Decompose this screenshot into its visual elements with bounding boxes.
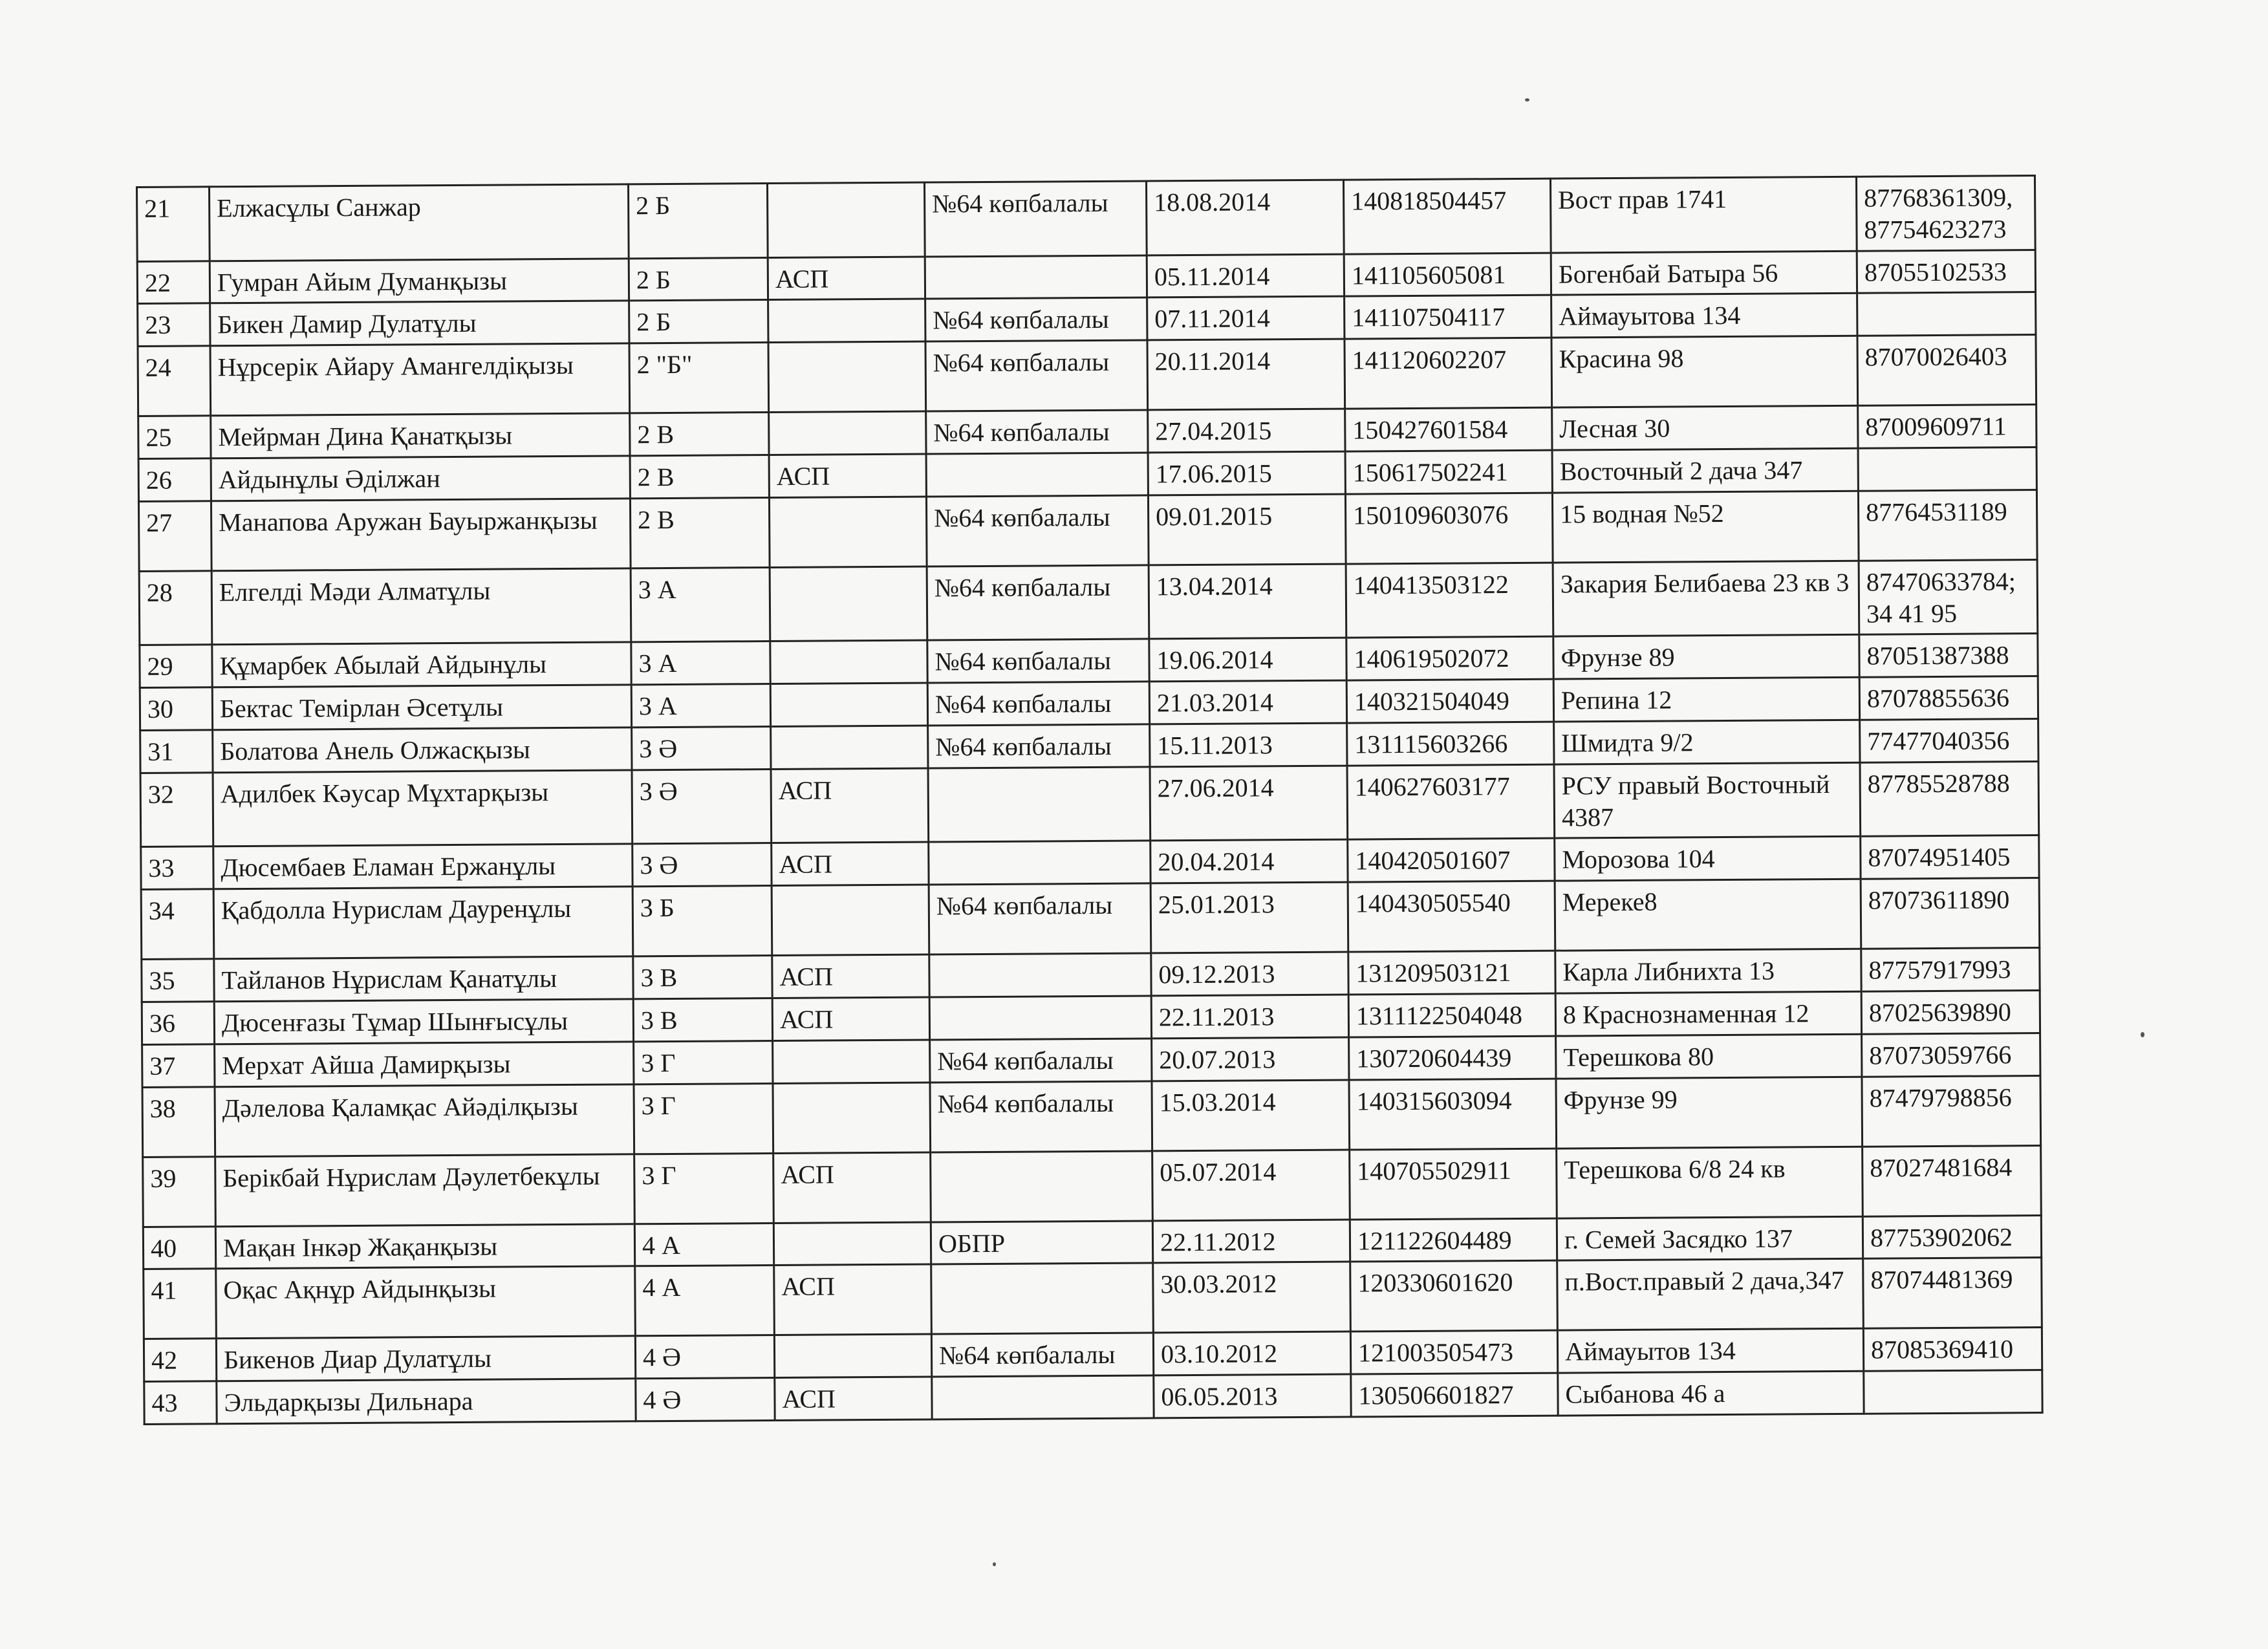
iin-cell: 150109603076 bbox=[1345, 493, 1553, 564]
student-name: Берікбай Нұрислам Дәулетбекұлы bbox=[215, 1154, 635, 1226]
student-name: Манапова Аружан Бауыржанқызы bbox=[211, 499, 631, 571]
class-cell: 2 В bbox=[630, 455, 769, 499]
address-cell: Красина 98 bbox=[1551, 336, 1858, 407]
social-status-cell: №64 көпбалалы bbox=[925, 297, 1147, 341]
asp-cell bbox=[773, 1040, 930, 1083]
class-cell: 3 Г bbox=[634, 1153, 774, 1223]
asp-cell bbox=[767, 182, 925, 257]
asp-cell: АСП bbox=[772, 842, 929, 885]
birth-date-cell: 15.03.2014 bbox=[1152, 1080, 1350, 1151]
phone-cell bbox=[1858, 447, 2036, 491]
class-cell: 3 Ә bbox=[632, 843, 772, 887]
iin-cell: 140321504049 bbox=[1346, 679, 1553, 723]
phone-cell: 87085369410 bbox=[1863, 1328, 2042, 1371]
address-cell: Морозова 104 bbox=[1555, 837, 1861, 881]
social-status-cell bbox=[925, 255, 1147, 299]
row-number: 23 bbox=[138, 303, 210, 346]
social-status-cell: №64 көпбалалы bbox=[926, 495, 1149, 566]
iin-cell: 130506601827 bbox=[1351, 1373, 1558, 1417]
row-number: 24 bbox=[138, 346, 211, 416]
social-status-cell: №64 көпбалалы bbox=[931, 1333, 1153, 1377]
address-cell: Терешкова 80 bbox=[1556, 1034, 1862, 1079]
asp-cell: АСП bbox=[769, 454, 926, 497]
birth-date-cell: 22.11.2013 bbox=[1151, 995, 1348, 1039]
iin-cell: 140315603094 bbox=[1349, 1079, 1557, 1150]
iin-cell: 150617502241 bbox=[1345, 450, 1552, 494]
social-status-cell bbox=[928, 767, 1150, 843]
phone-cell bbox=[1864, 1370, 2042, 1414]
row-number: 42 bbox=[144, 1339, 216, 1381]
address-cell: Закария Белибаева 23 кв 3 bbox=[1553, 561, 1859, 636]
class-cell: 3 Г bbox=[634, 1040, 773, 1084]
phone-cell: 77477040356 bbox=[1860, 719, 2038, 762]
student-name: Айдынұлы Әділжан bbox=[211, 456, 630, 501]
address-cell: Шмидта 9/2 bbox=[1554, 720, 1860, 764]
birth-date-cell: 05.07.2014 bbox=[1152, 1150, 1350, 1221]
address-cell: Терешкова 6/8 24 кв bbox=[1557, 1147, 1863, 1218]
class-cell: 2 "Б" bbox=[629, 343, 769, 413]
asp-cell bbox=[773, 1222, 931, 1266]
birth-date-cell: 27.06.2014 bbox=[1150, 766, 1348, 841]
birth-date-cell: 09.01.2015 bbox=[1148, 494, 1346, 565]
asp-cell: АСП bbox=[768, 257, 925, 300]
iin-cell: 140705502911 bbox=[1350, 1148, 1557, 1220]
birth-date-cell: 06.05.2013 bbox=[1154, 1374, 1351, 1418]
student-name: Оқас Ақнұр Айдынқызы bbox=[216, 1266, 636, 1339]
iin-cell: 140430505540 bbox=[1348, 881, 1555, 952]
iin-cell: 121003505473 bbox=[1350, 1330, 1557, 1374]
social-status-cell: ОБПР bbox=[931, 1220, 1152, 1264]
iin-cell: 121122604489 bbox=[1350, 1218, 1557, 1262]
class-cell: 2 Б bbox=[629, 300, 768, 343]
row-number: 26 bbox=[138, 458, 211, 501]
row-number: 33 bbox=[141, 846, 213, 889]
class-cell: 4 Ә bbox=[635, 1335, 774, 1379]
asp-cell bbox=[771, 726, 928, 769]
social-status-cell: №64 көпбалалы bbox=[928, 724, 1150, 768]
asp-cell: АСП bbox=[774, 1264, 932, 1335]
iin-cell: 141107504117 bbox=[1345, 296, 1551, 339]
table-row bbox=[137, 176, 2036, 262]
birth-date-cell: 17.06.2015 bbox=[1148, 451, 1345, 495]
class-cell: 3 В bbox=[633, 998, 772, 1041]
row-number: 25 bbox=[138, 416, 211, 458]
class-cell: 3 В bbox=[633, 956, 772, 999]
birth-date-cell: 30.03.2012 bbox=[1153, 1262, 1351, 1333]
iin-cell: 130720604439 bbox=[1349, 1036, 1556, 1080]
birth-date-cell: 22.11.2012 bbox=[1152, 1220, 1350, 1264]
row-number: 38 bbox=[142, 1086, 215, 1157]
birth-date-cell: 19.06.2014 bbox=[1149, 638, 1346, 682]
table-row bbox=[139, 559, 2038, 645]
social-status-cell bbox=[929, 841, 1150, 885]
social-status-cell bbox=[931, 1150, 1153, 1222]
class-cell: 2 В bbox=[630, 413, 769, 456]
class-cell: 4 Ә bbox=[636, 1378, 775, 1421]
row-number: 32 bbox=[140, 773, 213, 847]
social-status-cell: №64 көпбалалы bbox=[925, 340, 1148, 411]
student-name: Гумран Айым Думанқызы bbox=[210, 258, 629, 303]
social-status-cell: №64 көпбалалы bbox=[924, 181, 1147, 257]
phone-cell: 87055102533 bbox=[1857, 250, 2035, 293]
phone-cell bbox=[1857, 292, 2036, 336]
row-number: 22 bbox=[137, 261, 210, 303]
social-status-cell: №64 көпбалалы bbox=[927, 565, 1149, 641]
asp-cell bbox=[768, 341, 926, 412]
asp-cell: АСП bbox=[772, 997, 929, 1040]
student-name: Қабдолла Нурислам Дауренұлы bbox=[213, 887, 633, 959]
student-name: Тайланов Нұрислам Қанатұлы bbox=[214, 956, 633, 1002]
address-cell: Лесная 30 bbox=[1552, 405, 1858, 450]
phone-cell: 87764531189 bbox=[1858, 490, 2037, 561]
class-cell: 3 Г bbox=[634, 1083, 773, 1154]
class-cell: 2 Б bbox=[629, 257, 768, 301]
phone-cell: 87753902062 bbox=[1863, 1215, 2041, 1258]
row-number: 30 bbox=[140, 687, 212, 730]
asp-cell bbox=[772, 885, 929, 955]
address-cell: Восточный 2 дача 347 bbox=[1552, 448, 1858, 493]
asp-cell bbox=[774, 1334, 931, 1377]
class-cell: 2 Б bbox=[628, 184, 768, 259]
birth-date-cell: 27.04.2015 bbox=[1148, 409, 1345, 453]
asp-cell: АСП bbox=[771, 768, 929, 843]
address-cell: г. Семей Засядко 137 bbox=[1557, 1216, 1863, 1261]
birth-date-cell: 18.08.2014 bbox=[1146, 180, 1344, 255]
social-status-cell: №64 көпбалалы bbox=[927, 682, 1149, 726]
social-status-cell bbox=[932, 1375, 1154, 1419]
row-number: 28 bbox=[139, 571, 212, 645]
address-cell: 8 Краснознаменная 12 bbox=[1555, 991, 1861, 1036]
address-cell: Богенбай Батыра 56 bbox=[1551, 251, 1857, 296]
table-row bbox=[144, 1258, 2042, 1339]
iin-cell: 120330601620 bbox=[1350, 1260, 1558, 1331]
asp-cell bbox=[770, 566, 927, 641]
iin-cell: 1311122504048 bbox=[1348, 993, 1555, 1037]
phone-cell: 87479798856 bbox=[1862, 1075, 2041, 1147]
student-name: Дәлелова Қаламқас Айәділқызы bbox=[215, 1084, 634, 1156]
student-name: Елжасұлы Санжар bbox=[210, 184, 629, 261]
phone-cell: 87073059766 bbox=[1862, 1033, 2040, 1076]
class-cell: 2 В bbox=[630, 497, 770, 568]
iin-cell: 150427601584 bbox=[1345, 407, 1552, 451]
social-status-cell: №64 көпбалалы bbox=[929, 883, 1151, 954]
class-cell: 3 А bbox=[631, 684, 770, 727]
address-cell: Карла Либнихта 13 bbox=[1555, 949, 1861, 993]
social-status-cell: №64 көпбалалы bbox=[926, 410, 1148, 454]
table-row bbox=[138, 490, 2037, 571]
student-name: Адилбек Кәусар Мұхтарқызы bbox=[213, 770, 632, 847]
phone-cell: 87768361309, 87754623273 bbox=[1856, 176, 2035, 251]
address-cell: Сыбанова 46 а bbox=[1558, 1371, 1864, 1416]
student-name: Нұрсерік Айару Амангелдіқызы bbox=[210, 343, 630, 416]
birth-date-cell: 15.11.2013 bbox=[1150, 723, 1347, 767]
phone-cell: 87470633784; 34 41 95 bbox=[1859, 559, 2038, 634]
document-sheet bbox=[136, 175, 2042, 1425]
class-cell: 3 Ә bbox=[632, 726, 771, 770]
social-status-cell bbox=[929, 953, 1151, 997]
scan-speck bbox=[2141, 1032, 2144, 1037]
row-number: 41 bbox=[144, 1269, 217, 1339]
asp-cell: АСП bbox=[773, 1152, 931, 1223]
asp-cell bbox=[769, 497, 927, 567]
birth-date-cell: 20.07.2013 bbox=[1152, 1037, 1349, 1081]
scan-speck bbox=[1525, 98, 1529, 102]
class-cell: 3 А bbox=[631, 641, 770, 685]
phone-cell: 87078855636 bbox=[1859, 676, 2038, 720]
row-number: 43 bbox=[144, 1381, 217, 1424]
asp-cell: АСП bbox=[775, 1377, 932, 1420]
asp-cell bbox=[773, 1083, 931, 1153]
row-number: 39 bbox=[143, 1156, 216, 1227]
social-status-cell bbox=[929, 996, 1151, 1040]
address-cell: Аймауытова 134 bbox=[1551, 294, 1857, 338]
birth-date-cell: 21.03.2014 bbox=[1149, 680, 1346, 724]
birth-date-cell: 03.10.2012 bbox=[1153, 1331, 1350, 1375]
student-name: Бикен Дамир Дулатұлы bbox=[210, 301, 629, 346]
phone-cell: 87070026403 bbox=[1857, 335, 2036, 406]
iin-cell: 131209503121 bbox=[1348, 951, 1555, 995]
class-cell: 3 Ә bbox=[632, 769, 772, 844]
phone-cell: 87073611890 bbox=[1861, 878, 2040, 949]
phone-cell: 87025639890 bbox=[1861, 990, 2040, 1033]
row-number: 37 bbox=[142, 1044, 215, 1087]
row-number: 27 bbox=[138, 501, 211, 572]
table-row bbox=[138, 335, 2036, 416]
phone-cell: 87027481684 bbox=[1863, 1145, 2042, 1216]
address-cell: Фрунзе 99 bbox=[1556, 1077, 1863, 1148]
address-cell: п.Вост.правый 2 дача,347 bbox=[1557, 1259, 1864, 1331]
row-number: 36 bbox=[142, 1002, 214, 1044]
birth-date-cell: 05.11.2014 bbox=[1147, 254, 1344, 298]
phone-cell: 87074951405 bbox=[1861, 835, 2039, 879]
iin-cell: 140627603177 bbox=[1347, 764, 1555, 840]
scan-speck bbox=[993, 1562, 996, 1566]
student-name: Эльдарқызы Дильнара bbox=[217, 1379, 636, 1424]
social-status-cell: №64 көпбалалы bbox=[930, 1039, 1152, 1083]
asp-cell bbox=[770, 640, 927, 684]
iin-cell: 141105605081 bbox=[1344, 253, 1551, 297]
table-row bbox=[140, 761, 2039, 847]
student-name: Дюсембаев Еламан Ержанұлы bbox=[213, 844, 632, 889]
student-name: Дюсенғазы Тұмар Шынғысұлы bbox=[214, 999, 633, 1044]
address-cell: 15 водная №52 bbox=[1552, 491, 1859, 563]
social-status-cell: №64 көпбалалы bbox=[927, 639, 1149, 683]
student-name: Мақан Інкәр Жақанқызы bbox=[215, 1223, 634, 1269]
student-name: Құмарбек Абылай Айдынұлы bbox=[212, 642, 631, 687]
address-cell: Репина 12 bbox=[1553, 677, 1859, 722]
birth-date-cell: 13.04.2014 bbox=[1149, 564, 1346, 639]
birth-date-cell: 20.04.2014 bbox=[1150, 839, 1348, 883]
phone-cell: 87074481369 bbox=[1863, 1258, 2042, 1329]
row-number: 31 bbox=[140, 730, 213, 773]
student-name: Болатова Анель Олжасқызы bbox=[213, 727, 632, 773]
class-cell: 3 А bbox=[631, 567, 770, 642]
iin-cell: 131115603266 bbox=[1347, 722, 1554, 766]
table-row bbox=[142, 1075, 2041, 1157]
row-number: 35 bbox=[142, 959, 214, 1002]
iin-cell: 141120602207 bbox=[1345, 338, 1552, 409]
class-cell: 4 А bbox=[634, 1223, 773, 1266]
class-cell: 3 Б bbox=[632, 886, 772, 956]
social-status-cell: №64 көпбалалы bbox=[930, 1081, 1152, 1152]
address-cell: Фрунзе 89 bbox=[1553, 635, 1859, 680]
student-name: Бектас Темірлан Әсетұлы bbox=[212, 685, 631, 730]
table-row bbox=[141, 878, 2040, 960]
asp-cell bbox=[769, 411, 926, 455]
phone-cell: 87757917993 bbox=[1861, 948, 2040, 991]
row-number: 34 bbox=[141, 889, 214, 960]
student-name: Бикенов Диар Дулатұлы bbox=[216, 1336, 635, 1381]
address-cell: Аймауытов 134 bbox=[1557, 1329, 1863, 1374]
asp-cell: АСП bbox=[772, 954, 929, 998]
student-name: Мерхат Айша Дамирқызы bbox=[215, 1042, 634, 1087]
birth-date-cell: 25.01.2013 bbox=[1150, 882, 1348, 953]
address-cell: РСУ правый Восточный 4387 bbox=[1554, 762, 1861, 838]
asp-cell bbox=[770, 683, 927, 726]
birth-date-cell: 07.11.2014 bbox=[1147, 296, 1345, 340]
address-cell: Мереке8 bbox=[1555, 879, 1861, 951]
phone-cell: 87785528788 bbox=[1860, 761, 2039, 836]
phone-cell: 87009609711 bbox=[1858, 405, 2036, 448]
iin-cell: 140619502072 bbox=[1346, 636, 1553, 680]
table-row bbox=[143, 1145, 2042, 1227]
students-table bbox=[136, 175, 2044, 1425]
iin-cell: 140420501607 bbox=[1348, 838, 1555, 882]
social-status-cell bbox=[931, 1263, 1154, 1334]
row-number: 21 bbox=[137, 187, 210, 261]
row-number: 40 bbox=[143, 1226, 215, 1269]
iin-cell: 140818504457 bbox=[1343, 178, 1551, 254]
student-name: Мейрман Дина Қанатқызы bbox=[211, 413, 630, 458]
birth-date-cell: 09.12.2013 bbox=[1151, 952, 1348, 996]
student-name: Елгелді Мәди Алматұлы bbox=[211, 568, 631, 645]
class-cell: 4 А bbox=[635, 1266, 775, 1336]
social-status-cell bbox=[926, 453, 1148, 497]
phone-cell: 87051387388 bbox=[1859, 634, 2038, 677]
birth-date-cell: 20.11.2014 bbox=[1147, 339, 1345, 410]
table-body bbox=[137, 176, 2043, 1425]
row-number: 29 bbox=[140, 645, 212, 687]
iin-cell: 140413503122 bbox=[1346, 563, 1553, 638]
address-cell: Вост прав 1741 bbox=[1550, 177, 1857, 252]
asp-cell bbox=[768, 299, 925, 342]
